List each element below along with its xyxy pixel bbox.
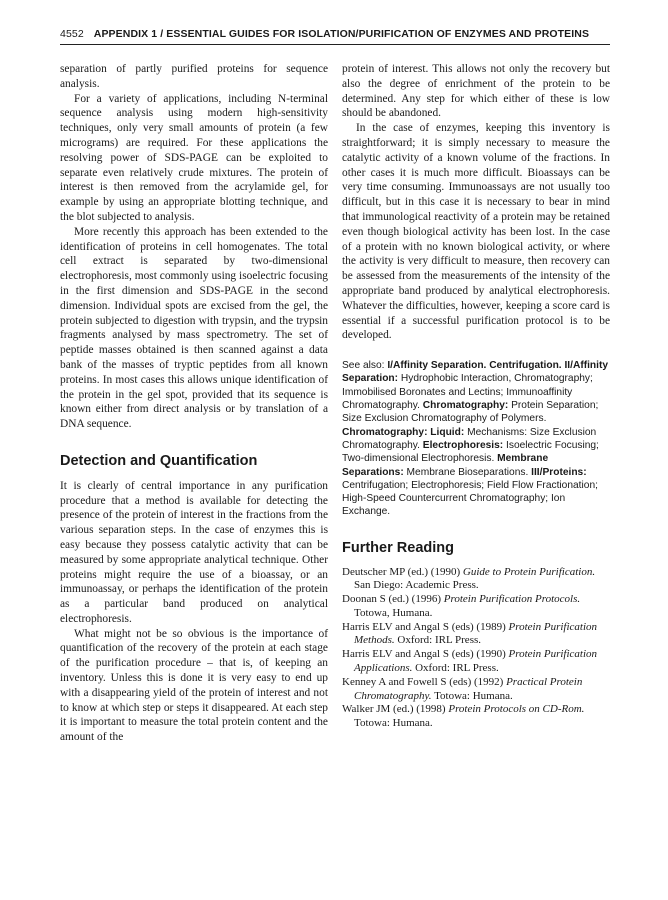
paragraph: protein of interest. This allows not only the recovery but also the degree of enrichment of the protein to be determined. Any step for which either of these is low should be abandoned. [342, 63, 610, 120]
see-also-text: Hydrophobic Interaction, Chromatography; Immobilised Boronates and Lectins; Immunoaffinity Chromatography. [342, 373, 593, 412]
see-also-term: I/Affinity Separation. Centrifugation. II/Affinity Separation: [342, 360, 609, 385]
see-also-lead: See also: [342, 360, 388, 372]
reference [342, 593, 610, 621]
ref-publisher: Totowa, Humana. [354, 606, 433, 619]
see-also-text: Isoelectric Focusing; Two-dimensional Electrophoresis. [342, 439, 599, 465]
ref-publisher: San Diego: Academic Press. [354, 579, 479, 592]
paragraph: In the case of enzymes, keeping this inventory is straightforward; it is simply necessary to measure the catalytic activity of a known volume of the fractions. In other cases it is much more difficult. Bioassays can be very time consuming. Immunoassays are not usually too difficult, but in this case it is necessary to bear in mind that immunological reactivity of a protein may be retained even though biological activity has been lost. In the case of a protein with no known biological activity, or where the activity is very difficult to measure, then recovery can be assessed from the measurements of the intensity of the appropriate band produced by analytical electrophoresis. Whatever the difficulties, however, keeping a score card is essential if a successful purification protocol is to be developed. [342, 122, 610, 342]
ref-publisher: Oxford: IRL Press. [394, 634, 482, 647]
further-reading-heading: Further Reading [342, 539, 454, 556]
reference [342, 676, 610, 704]
see-also-text: Protein Separation; Size Exclusion Chromatography of Polymers. [342, 400, 599, 425]
see-also [342, 359, 610, 519]
paragraph: More recently this approach has been extended to the identification of proteins in cell homogenates. The total cell extract is separated by two-dimensional electrophoresis, most commonly using isoelectric focusing in the first dimension and SDS-PAGE in the second dimension. Individual spots are excised from the gel, the protein subjected to digestion with trypsin, and the trypsin fragments analysed by mass spectrometry. The set of peptide masses obtained is then scanned against a data bank of the masses of tryptic peptides from all known proteins. In most cases this allows unique identification of the protein in the gel spot, provided that its sequence is known either from direct analysis or by translation of a DNA sequence. [60, 225, 328, 431]
see-also-text: Centrifugation; Electrophoresis; Field Flow Fractionation; High-Speed Countercurrent Chromatography; Ion Exchange. [342, 479, 598, 518]
paragraph: What might not be so obvious is the importance of quantification of the recovery of the protein at each stage of the purification procedure – that is, of keeping an inventory. Unless this is done it is very easy to end up with a disappearing yield of the protein of interest and not to know at which step or steps it disappeared. At each step it is important to measure the total protein content and the amount of the [60, 627, 328, 744]
paragraph: It is clearly of central importance in any purification procedure that a method is available for detecting the presence of the protein of interest in the fractions from the various separation steps. In the case of enzymes this is easy because they possess catalytic activity that can be measured by some appropriate analytical technique. Other proteins might require the use of a bioassay, or an immunoassay, or perhaps the identification of the protein as a particular band produced on analytical electrophoresis. [60, 479, 328, 625]
reference [342, 703, 610, 731]
ref-title: Protein Purification Protocols. [443, 593, 581, 606]
see-also-text: Membrane Bioseparations. [403, 466, 532, 478]
ref-publisher: Oxford: IRL Press. [412, 662, 499, 675]
header-rule [60, 44, 610, 45]
ref-title: Protein Protocols on CD-Rom. [448, 703, 585, 716]
ref-title: Guide to Protein Purification. [462, 565, 596, 578]
reference [342, 566, 610, 594]
paragraph: For a variety of applications, including N-terminal sequence analysis using modern high-sensitivity techniques, only very small amounts of protein (a few micrograms) are required. For these applications the resolving power of SDS-PAGE can be exploited to separate even relatively crude mixtures. The protein of interest is then removed from the acrylamide gel, for example by using an appropriate blotting technique, and the blot subjected to analysis. [60, 92, 328, 223]
reference [342, 621, 610, 649]
ref-title: Practical Protein Chromatography. [354, 675, 583, 702]
ref-title: Protein Purification Applications. [354, 648, 598, 675]
ref-authors: Harris ELV and Angal S (eds) (1989) [342, 620, 509, 633]
ref-publisher: Totowa: Humana. [354, 717, 433, 730]
see-also-term: III/Proteins: [531, 466, 587, 478]
page-number: 4552 [60, 28, 84, 40]
right-column [342, 62, 610, 731]
running-title: APPENDIX 1 / ESSENTIAL GUIDES FOR ISOLATION/PURIFICATION OF ENZYMES AND PROTEINS [93, 28, 590, 40]
ref-authors: Doonan S (ed.) (1996) [342, 593, 444, 606]
see-also-term: Electrophoresis: [422, 439, 504, 451]
ref-authors: Walker JM (ed.) (1998) [342, 703, 449, 716]
reference [342, 648, 610, 676]
running-header [60, 28, 610, 40]
ref-publisher: Totowa: Humana. [431, 689, 513, 702]
ref-authors: Harris ELV and Angal S (eds) (1990) [342, 648, 509, 661]
left-column [60, 62, 328, 745]
section-heading: Detection and Quantification [60, 452, 258, 469]
see-also-term: Chromatography: Liquid: [342, 426, 465, 438]
paragraph: separation of partly purified proteins for sequence analysis. [60, 63, 328, 90]
ref-authors: Kenney A and Fowell S (eds) (1992) [342, 675, 507, 688]
ref-authors: Deutscher MP (ed.) (1990) [342, 565, 463, 578]
see-also-text: Mechanisms: Size Exclusion Chromatography. [342, 426, 597, 451]
see-also-term: Chromatography: [422, 400, 509, 412]
ref-title: Protein Purification Methods. [354, 620, 598, 647]
see-also-term: Membrane Separations: [342, 453, 549, 478]
reference-list [342, 566, 610, 732]
